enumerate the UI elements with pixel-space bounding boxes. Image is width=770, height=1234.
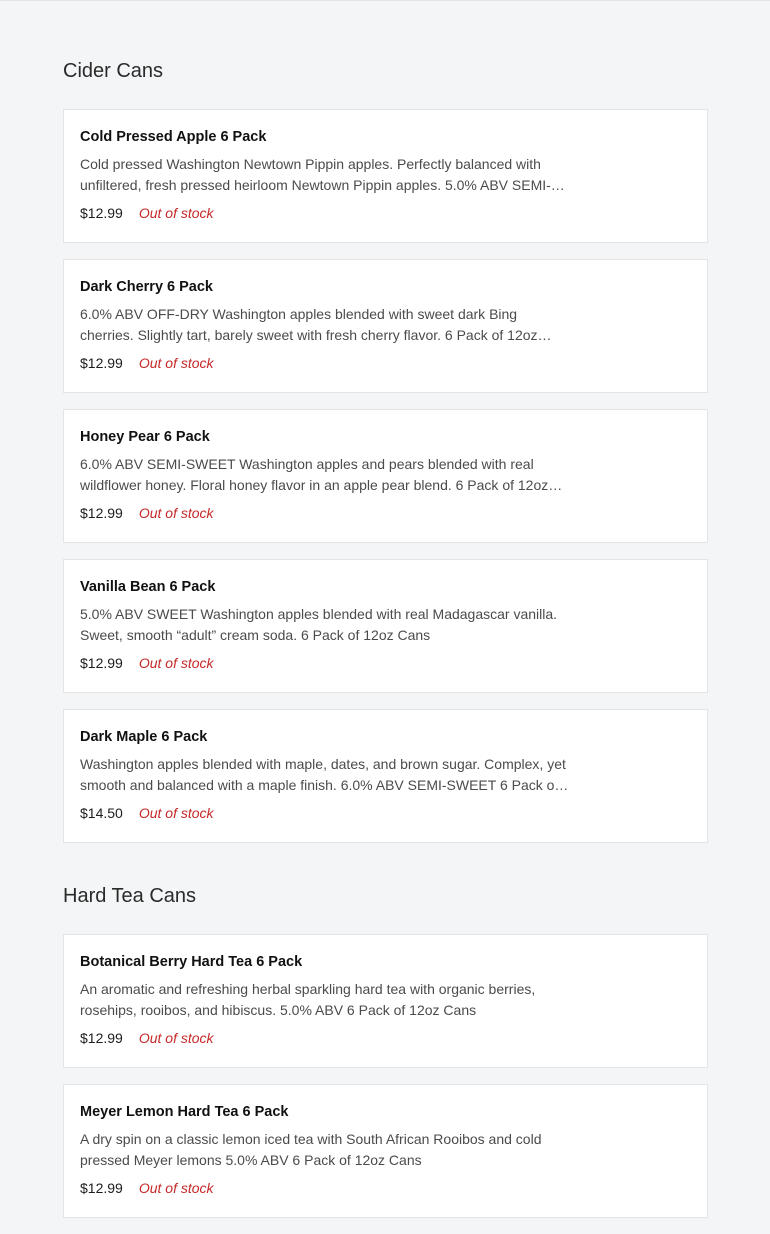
item-price: $12.99 bbox=[80, 505, 123, 521]
item-price: $14.50 bbox=[80, 805, 123, 821]
item-meta bbox=[80, 203, 691, 223]
stock-status: Out of stock bbox=[138, 505, 214, 521]
item-meta bbox=[80, 803, 691, 823]
item-meta bbox=[80, 503, 691, 523]
section-title: Hard Tea Cans bbox=[63, 885, 197, 907]
item-price: $12.99 bbox=[80, 355, 123, 371]
item-description: 6.0% ABV OFF-DRY Washington apples blended with sweet dark Bing cherries. Slightly tart, barely sweet with fresh cherry flavor. 6 Pack of 12oz bbox=[80, 306, 538, 343]
item-meta bbox=[80, 1028, 691, 1048]
menu-item-card[interactable] bbox=[63, 709, 708, 843]
menu-content bbox=[63, 0, 708, 1234]
menu-item-card[interactable] bbox=[63, 259, 708, 393]
item-name: Cold Pressed Apple 6 Pack bbox=[80, 129, 267, 145]
section-title: Cider Cans bbox=[63, 60, 164, 82]
section-hard-tea-cans bbox=[63, 884, 708, 1218]
menu-item-card[interactable] bbox=[63, 409, 708, 543]
section-cider-cans bbox=[63, 59, 708, 843]
stock-status: Out of stock bbox=[138, 1030, 214, 1046]
menu-item-card[interactable] bbox=[63, 1084, 708, 1218]
item-name: Botanical Berry Hard Tea 6 Pack bbox=[80, 954, 303, 970]
item-price: $12.99 bbox=[80, 1030, 123, 1046]
item-name: Dark Maple 6 Pack bbox=[80, 729, 208, 745]
item-description: 6.0% ABV SEMI-SWEET Washington apples and pears blended with real wildflower honey. Floral honey flavor in an apple pear blend. 6 Pack of 12oz bbox=[80, 456, 549, 493]
menu-item-card[interactable] bbox=[63, 559, 708, 693]
stock-status: Out of stock bbox=[138, 655, 214, 671]
item-description: A dry spin on a classic lemon iced tea with South African Rooibos and cold pressed Meyer lemons 5.0% ABV 6 Pack of 12oz Cans bbox=[80, 1131, 542, 1168]
menu-item-card[interactable] bbox=[63, 109, 708, 243]
item-meta bbox=[80, 353, 691, 373]
item-price: $12.99 bbox=[80, 205, 123, 221]
stock-status: Out of stock bbox=[138, 205, 214, 221]
stock-status: Out of stock bbox=[138, 805, 214, 821]
menu-item-card[interactable] bbox=[63, 934, 708, 1068]
item-name: Meyer Lemon Hard Tea 6 Pack bbox=[80, 1104, 289, 1120]
item-name: Dark Cherry 6 Pack bbox=[80, 279, 213, 295]
stock-status: Out of stock bbox=[138, 1180, 214, 1196]
item-description: Cold pressed Washington Newtown Pippin apples. Perfectly balanced with unfiltered, fresh pressed heirloom Newtown Pippin apples. 5.0% ABV SEMI- bbox=[80, 156, 551, 193]
item-price: $12.99 bbox=[80, 1180, 123, 1196]
item-name: Vanilla Bean 6 Pack bbox=[80, 579, 216, 595]
item-price: $12.99 bbox=[80, 655, 123, 671]
item-description: 5.0% ABV SWEET Washington apples blended with real Madagascar vanilla. Sweet, smooth “adult” cream soda. 6 Pack of 12oz Cans bbox=[80, 606, 558, 643]
item-meta bbox=[80, 1178, 691, 1198]
item-description: Washington apples blended with maple, dates, and brown sugar. Complex, yet smooth and balanced with a maple finish. 6.0% ABV SEMI-SWEET 6 Pack of bbox=[80, 756, 566, 793]
stock-status: Out of stock bbox=[138, 355, 214, 371]
item-name: Honey Pear 6 Pack bbox=[80, 429, 210, 445]
item-meta bbox=[80, 653, 691, 673]
item-description: An aromatic and refreshing herbal sparkling hard tea with organic berries, rosehips, rooibos, and hibiscus. 5.0% ABV 6 Pack of 12oz Cans bbox=[80, 981, 536, 1018]
